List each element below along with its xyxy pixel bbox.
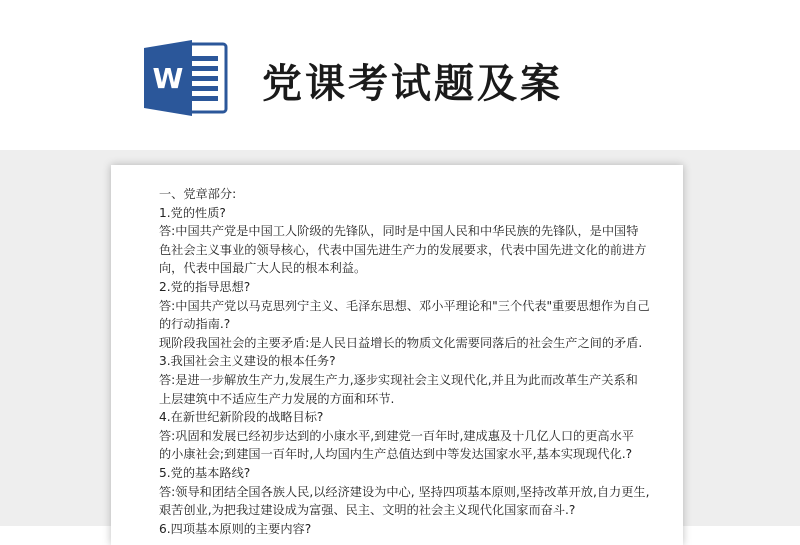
- doc-line: 答:巩固和发展已经初步达到的小康水平,到建党一百年时,建成惠及十几亿人口的更高水平: [159, 428, 634, 443]
- doc-line: 答:是进一步解放生产力,发展生产力,逐步实现社会主义现代化,并且为此而改革生产关系和: [159, 372, 638, 387]
- document-page: [111, 165, 683, 545]
- doc-line: 3.我国社会主义建设的根本任务?: [159, 354, 336, 369]
- doc-line: 答:中国共产党以马克思列宁主义、毛泽东思想、邓小平理论和"三个代表"重要思想作为自己: [159, 298, 650, 313]
- doc-line: 现阶段我国社会的主要矛盾:是人民日益增长的物质文化需要同落后的社会生产之间的矛盾.: [159, 335, 643, 350]
- word-document-icon: [142, 38, 230, 118]
- header: [0, 0, 800, 150]
- doc-line: 答:中国共产党是中国工人阶级的先锋队，同时是中国人民和中华民族的先锋队，是中国特: [159, 224, 639, 239]
- doc-line: 1.党的性质?: [159, 205, 226, 220]
- doc-line: 2.党的指导思想?: [159, 279, 251, 294]
- doc-line: 上层建筑中不适应生产力发展的方面和环节.: [159, 391, 395, 406]
- doc-line: 4.在新世纪新阶段的战略目标?: [159, 410, 324, 425]
- doc-line: 5.党的基本路线?: [159, 465, 251, 480]
- doc-line: 向，代表中国最广大人民的根本利益。: [159, 261, 367, 276]
- doc-line: 一、党章部分:: [159, 187, 237, 201]
- doc-line: 的行动指南.?: [159, 317, 231, 332]
- doc-line: 色社会主义事业的领导核心，代表中国先进生产力的发展要求，代表中国先进文化的前进方: [159, 242, 647, 257]
- document-content: [159, 185, 679, 538]
- doc-line: 艰苦创业,为把我过建设成为富强、民主、文明的社会主义现代化国家而奋斗.?: [159, 503, 576, 518]
- doc-line: 答:领导和团结全国各族人民,以经济建设为中心, 坚持四项基本原则,坚持改革开放,自力更生,: [159, 484, 650, 499]
- doc-line: 6.四项基本原则的主要内容?: [159, 521, 312, 536]
- page-title: 党课考试题及案: [262, 61, 563, 107]
- word-icon-letter: W: [152, 62, 184, 95]
- doc-line: 的小康社会;到建国一百年时,人均国内生产总值达到中等发达国家水平,基本实现现代化.?: [159, 447, 633, 462]
